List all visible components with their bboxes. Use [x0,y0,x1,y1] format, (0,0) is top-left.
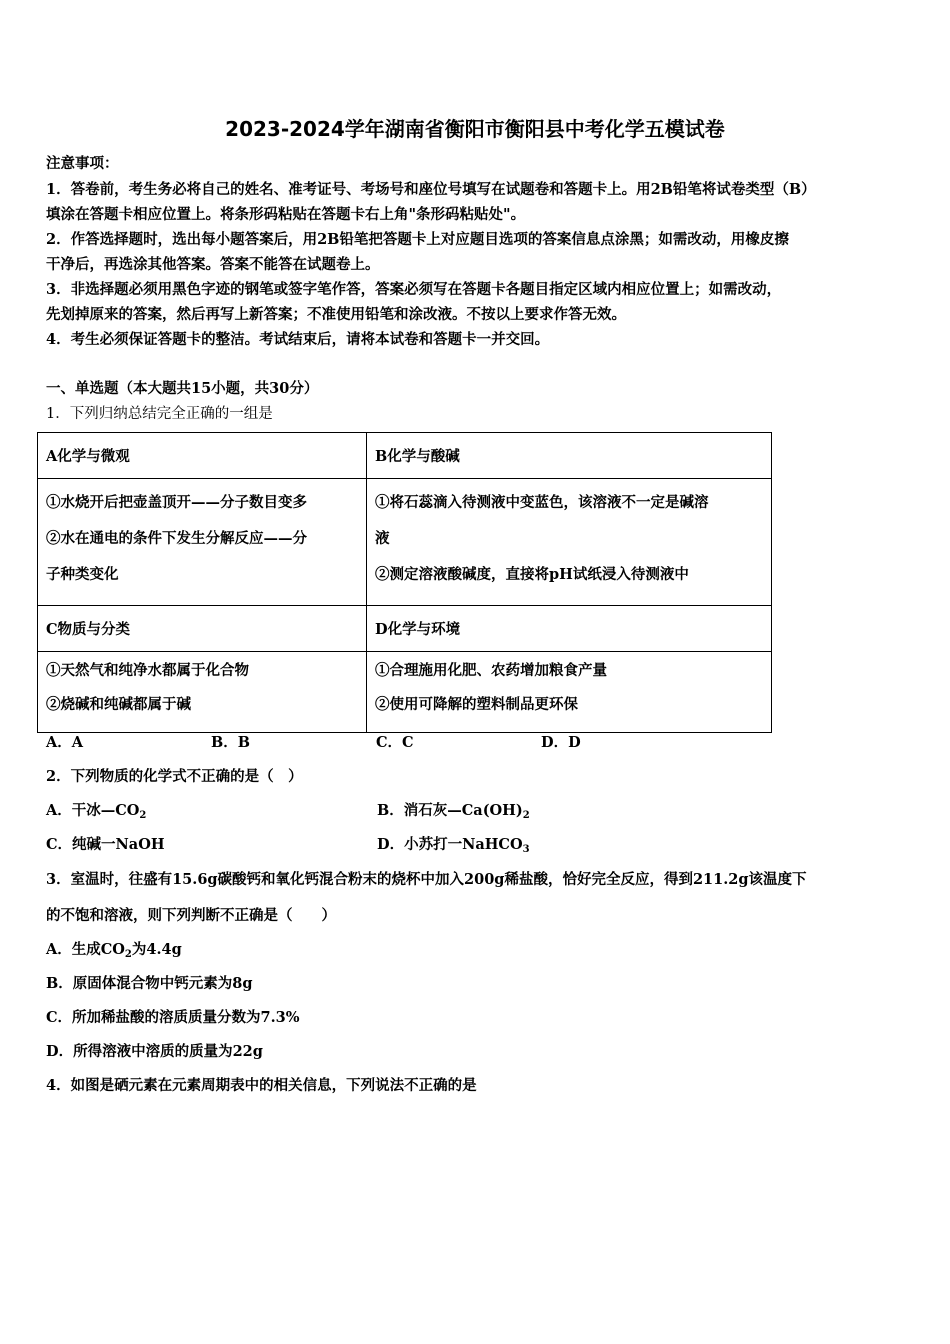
q2-option-c[interactable] [46,833,165,854]
q3-option-b[interactable]: B．原固体混合物中钙元素为8g [46,975,253,992]
q1-option-a[interactable]: A．A [46,734,84,751]
cell-line: ②烧碱和纯碱都属于碱 [46,696,191,713]
q2-c-text: C．纯碱一NaOH [46,836,165,853]
notice-line: 干净后，再选涂其他答案。答案不能答在试题卷上。 [46,256,380,273]
cell-line: ①水烧开后把壶盖顶开——分子数目变多 [46,494,307,511]
q3-a-sub: 2 [124,949,132,960]
q2-option-d[interactable] [377,833,530,854]
q1-option-c[interactable]: C．C [376,734,414,751]
notice-line: 3．非选择题必须用黑色字迹的钢笔或签字笔作答，答案必须写在答题卡各题目指定区域内相应位置上；如需改动， [46,281,782,298]
q2-option-a[interactable] [46,799,146,820]
cell-line: ①合理施用化肥、农药增加粮食产量 [375,662,607,679]
cell-d-body [367,652,772,733]
q2-d-sub: 3 [522,844,530,855]
cell-line: 液 [375,530,390,547]
q1-table [37,432,772,733]
q2-b-text: B．消石灰—Ca(OH) [377,802,523,819]
q3-stem-line1: 3．室温时，往盛有15.6g碳酸钙和氧化钙混合粉末的烧杯中加入200g稀盐酸，恰好完全反应，得到211.2g该温度下 [46,871,807,888]
q2-option-b[interactable] [377,799,530,820]
cell-line: ②测定溶液酸碱度，直接将pH试纸浸入待测液中 [375,566,689,583]
q1-option-b[interactable]: B．B [211,734,251,751]
q2-d-text: D．小苏打一NaHCO [377,836,523,853]
notice-heading: 注意事项： [46,155,119,172]
cell-b-body [367,479,772,606]
notice-line: 1．答卷前，考生务必将自己的姓名、准考证号、考场号和座位号填写在试题卷和答题卡上。用2B铅笔将试卷类型（B） [46,181,816,198]
q4-stem: 4．如图是硒元素在元素周期表中的相关信息，下列说法不正确的是 [46,1077,477,1094]
q2-b-sub: 2 [522,810,530,821]
cell-c-head: C物质与分类 [38,606,367,652]
cell-line: ②水在通电的条件下发生分解反应——分 [46,530,307,547]
q3-option-c[interactable]: C．所加稀盐酸的溶质质量分数为7.3% [46,1009,300,1026]
q3-stem-line2: 的不饱和溶液，则下列判断不正确是（ ） [46,907,336,924]
page-title: 2023-2024学年湖南省衡阳市衡阳县中考化学五模试卷 [225,117,725,141]
notice-line: 2．作答选择题时，选出每小题答案后，用2B铅笔把答题卡上对应题目选项的答案信息点涂黑；如需改动，用橡皮擦 [46,231,789,248]
cell-a-body [38,479,367,606]
notice-line: 4．考生必须保证答题卡的整洁。考试结束后，请将本试卷和答题卡一并交回。 [46,331,550,348]
cell-line: 子种类变化 [46,566,119,583]
notice-line: 先划掉原来的答案，然后再写上新答案；不准使用铅笔和涂改液。不按以上要求作答无效。 [46,306,626,323]
cell-c-body [38,652,367,733]
q3-option-a[interactable] [46,938,182,959]
q1-option-d[interactable]: D．D [541,734,581,751]
cell-a-head: A化学与微观 [38,433,367,479]
q1-stem: 1．下列归纳总结完全正确的一组是 [46,406,273,422]
notice-line: 填涂在答题卡相应位置上。将条形码粘贴在答题卡右上角"条形码粘贴处"。 [46,206,526,223]
section-heading: 一、单选题（本大题共15小题，共30分） [46,380,319,397]
q3-a-post: 为4.4g [131,941,182,958]
q2-stem: 2．下列物质的化学式不正确的是（ ） [46,768,303,785]
q3-option-d[interactable]: D．所得溶液中溶质的质量为22g [46,1043,263,1060]
cell-line: ①天然气和纯净水都属于化合物 [46,662,249,679]
q2-a-text: A．干冰—CO [46,802,140,819]
cell-line: ②使用可降解的塑料制品更环保 [375,696,578,713]
cell-d-head: D化学与环境 [367,606,772,652]
cell-b-head: B化学与酸碱 [367,433,772,479]
q2-a-sub: 2 [139,810,147,821]
cell-line: ①将石蕊滴入待测液中变蓝色，该溶液不一定是碱溶 [375,494,709,511]
q3-a-pre: A．生成CO [46,941,125,958]
